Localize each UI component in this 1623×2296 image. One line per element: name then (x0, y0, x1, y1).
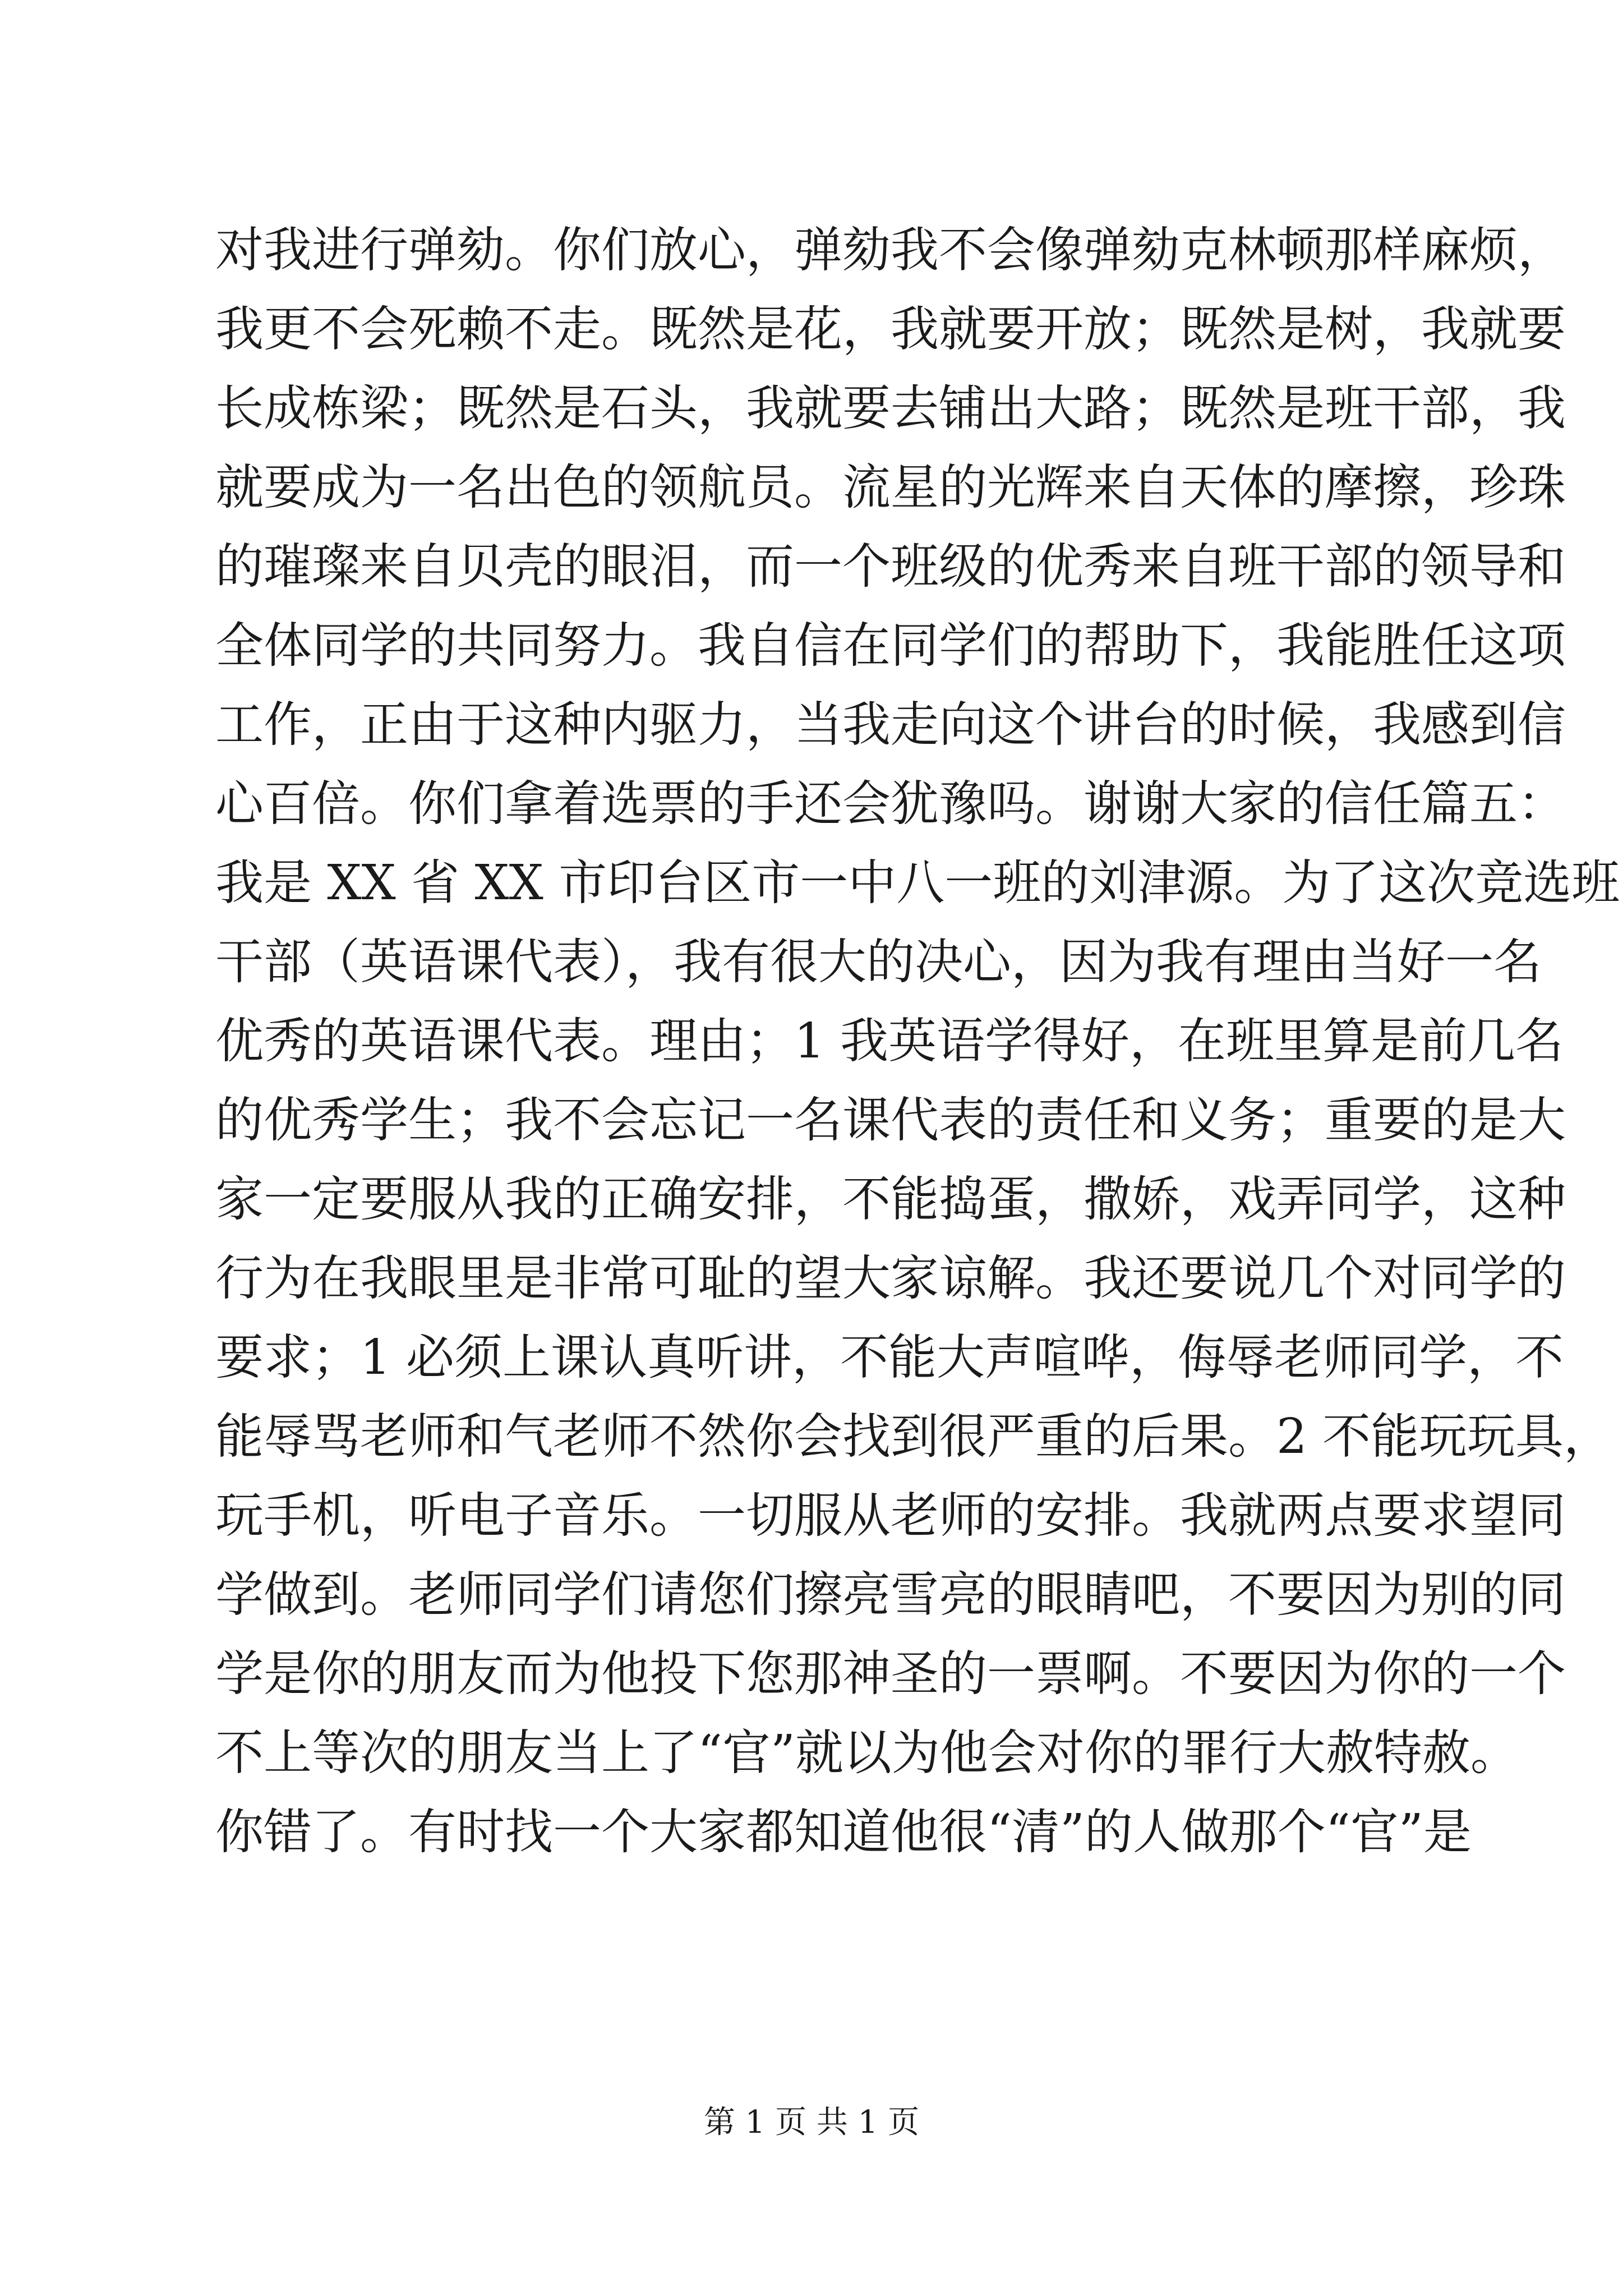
text-line-6: 全体同学的共同努力。我自信在同学们的帮助下，我能胜任这项 (215, 618, 1566, 674)
text-line-16: 能辱骂老师和气老师不然你会找到很严重的后果。2 不能玩玩具， (215, 1409, 1612, 1465)
text-line-11: 优秀的英语课代表。理由；1 我英语学得好，在班里算是前几名 (215, 1013, 1564, 1069)
page-footer (0, 2102, 1623, 2143)
text-line-19: 学是你的朋友而为他投下您那神圣的一票啊。不要因为你的一个 (215, 1646, 1566, 1702)
text-line-17: 玩手机，听电子音乐。一切服从老师的安排。我就两点要求望同 (215, 1488, 1566, 1544)
text-line-12: 的优秀学生；我不会忘记一名课代表的责任和义务；重要的是大 (215, 1092, 1566, 1148)
text-line-7: 工作，正由于这种内驱力，当我走向这个讲台的时候，我感到信 (215, 697, 1566, 753)
text-line-4: 就要成为一名出色的领航员。流星的光辉来自天体的摩擦，珍珠 (215, 459, 1566, 516)
text-line-2: 我更不会死赖不走。既然是花，我就要开放；既然是树，我就要 (215, 301, 1566, 357)
body-text (215, 211, 1620, 1872)
text-line-9: 我是 XX 省 XX 市印台区市一中八一班的刘津源。为了这次竞选班 (215, 855, 1620, 911)
text-line-1: 对我进行弹劾。你们放心，弹劾我不会像弹劾克林顿那样麻烦， (215, 222, 1566, 278)
text-line-8: 心百倍。你们拿着选票的手还会犹豫吗。谢谢大家的信任篇五： (215, 776, 1566, 832)
text-line-10: 干部（英语课代表），我有很大的决心，因为我有理由当好一名 (215, 934, 1542, 990)
text-line-13: 家一定要服从我的正确安排，不能捣蛋，撒娇，戏弄同学，这种 (215, 1171, 1566, 1227)
text-line-14: 行为在我眼里是非常可耻的望大家谅解。我还要说几个对同学的 (215, 1250, 1566, 1306)
page-number-label: 第 1 页 共 1 页 (703, 2104, 920, 2141)
text-line-20: 不上等次的朋友当上了“官”就以为他会对你的罪行大赦特赦。 (215, 1725, 1519, 1781)
text-line-3: 长成栋梁；既然是石头，我就要去铺出大路；既然是班干部，我 (215, 380, 1566, 436)
text-line-21: 你错了。有时找一个大家都知道他很“清”的人做那个“官”是 (215, 1804, 1472, 1860)
text-line-15: 要求；1 必须上课认真听讲，不能大声喧哗，侮辱老师同学，不 (215, 1329, 1564, 1386)
text-line-18: 学做到。老师同学们请您们擦亮雪亮的眼睛吧，不要因为别的同 (215, 1567, 1566, 1623)
text-line-5: 的璀璨来自贝壳的眼泪，而一个班级的优秀来自班干部的领导和 (215, 539, 1566, 595)
